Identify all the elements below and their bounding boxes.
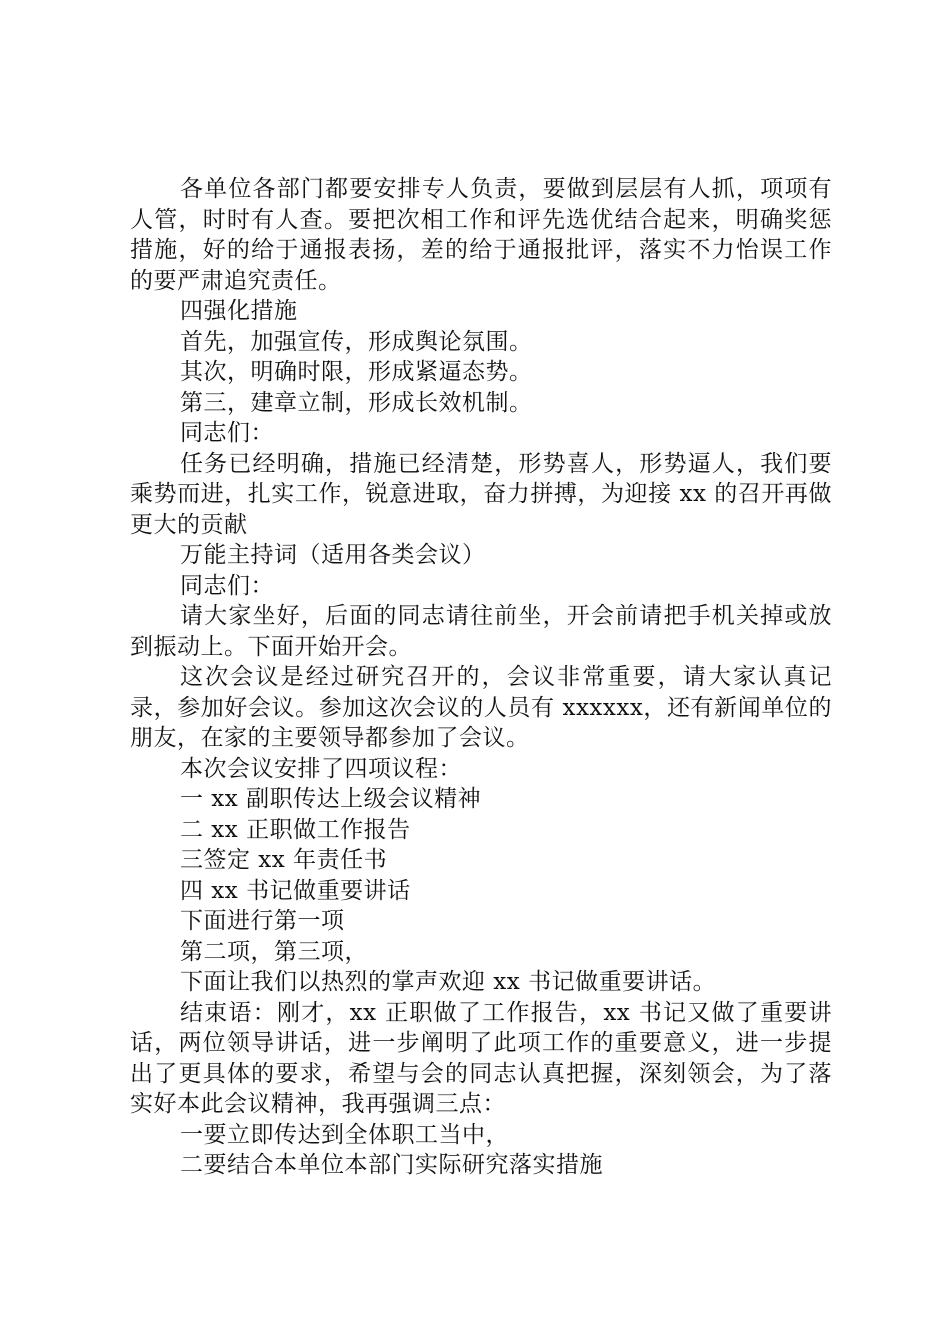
agenda-item: 一 xx 副职传达上级会议精神 [180, 786, 482, 812]
paragraph: 这次会议是经过研究召开的，会议非常重要，请大家认真记录，参加好会议。参加这次会议的人员有 xxxxxx，还有新闻单位的朋友，在家的主要领导都参加了会议。 [130, 664, 832, 751]
agenda-item: 二 xx 正职做工作报告 [180, 816, 411, 843]
paragraph: 请大家坐好，后面的同志请往前坐，开会前请把手机关掉或放到振动上。下面开始开会。 [130, 603, 832, 660]
paragraph: 结束语：刚才，xx 正职做了工作报告，xx 书记又做了重要讲话，两位领导讲话，进一步阐明了此项工作的重要意义，进一步提出了更具体的要求，希望与会的同志认真把握，深刻领会，为了落实好本此会议精神，我再强调三点： [130, 999, 832, 1117]
paragraph: 一要立即传达到全体职工当中， [180, 1121, 509, 1148]
paragraph: 第二项，第三项， [180, 938, 368, 965]
section-heading: 万能主持词（适用各类会议） [180, 542, 486, 568]
section-heading: 四强化措施 [180, 298, 298, 324]
paragraph: 下面让我们以热烈的掌声欢迎 xx 书记做重要讲话。 [180, 969, 717, 995]
paragraph: 其次，明确时限，形成紧逼态势。 [180, 359, 533, 385]
agenda-item: 四 xx 书记做重要讲话 [180, 877, 411, 904]
paragraph: 任务已经明确，措施已经清楚，形势喜人，形势逼人，我们要乘势而进，扎实工作，锐意进取，奋力拼搏，为迎接 xx 的召开再做更大的贡献 [130, 450, 832, 538]
paragraph: 各单位各部门都要安排专人负责，要做到层层有人抓，项项有人管，时时有人查。要把次相工作和评先选优结合起来，明确奖惩措施，好的给于通报表扬，差的给于通报批评，落实不力怡误工作的要严肃追究责任。 [130, 176, 832, 294]
agenda-item: 三签定 xx 年责任书 [180, 847, 388, 873]
paragraph: 第三，建章立制，形成长效机制。 [180, 389, 533, 416]
document-body [130, 174, 832, 1181]
salutation: 同志们： [180, 420, 274, 446]
salutation: 同志们： [180, 572, 274, 599]
paragraph: 下面进行第一项 [180, 908, 345, 934]
paragraph: 本次会议安排了四项议程： [180, 755, 462, 782]
paragraph: 二要结合本单位本部门实际研究落实措施 [180, 1152, 603, 1178]
paragraph: 首先，加强宣传，形成舆论氛围。 [180, 328, 533, 355]
